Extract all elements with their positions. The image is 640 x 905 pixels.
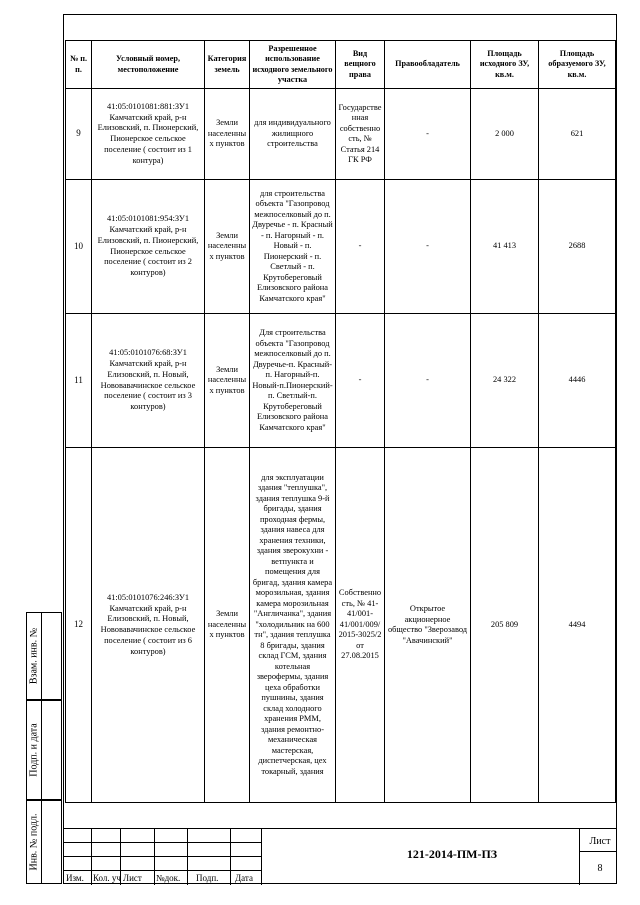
row-area-new: 2688 bbox=[539, 180, 616, 314]
header-area-new: Площадь образуемого ЗУ, кв.м. bbox=[539, 41, 616, 89]
table-row bbox=[66, 448, 616, 803]
stamp-podp-label: Подп. и дата bbox=[28, 723, 40, 777]
row-location: 41:05:0101076:246:ЗУ1 Камчатский край, р-н Елизовский, п. Новый, Нововавачинское сельское поселение ( состоит из 6 контуров) bbox=[92, 448, 205, 803]
row-num: 11 bbox=[66, 314, 92, 448]
row-area-source: 205 809 bbox=[471, 448, 539, 803]
sheet-number: 8 bbox=[597, 863, 603, 874]
stamp-inv-podl bbox=[26, 800, 62, 884]
row-owner: - bbox=[385, 180, 471, 314]
tb-col-podp: Подп. bbox=[196, 873, 219, 883]
header-location: Условный номер, местоположение bbox=[92, 41, 205, 89]
table-row bbox=[66, 314, 616, 448]
row-location: 41:05:0101076:68:ЗУ1 Камчатский край, р-н Елизовский, п. Новый, Нововавачинское сельское поселение ( состоит из 3 контуров) bbox=[92, 314, 205, 448]
header-area-source: Площадь исходного ЗУ, кв.м. bbox=[471, 41, 539, 89]
table-row bbox=[66, 89, 616, 180]
land-plots-table bbox=[65, 40, 616, 803]
row-category: Земли населенных пунктов bbox=[205, 314, 250, 448]
row-area-new: 621 bbox=[539, 89, 616, 180]
row-area-source: 2 000 bbox=[471, 89, 539, 180]
document-code: 121-2014-ПМ-ПЗ bbox=[406, 847, 498, 861]
header-right: Вид вещного права bbox=[336, 41, 385, 89]
row-location: 41:05:0101081:954:ЗУ1 Камчатский край, р-н Елизовский, п. Пионерский, Пионерское сельское поселение ( состоит из 2 контуров) bbox=[92, 180, 205, 314]
tb-col-izm: Изм. bbox=[66, 873, 84, 883]
header-num: № п. п. bbox=[66, 41, 92, 89]
table-row bbox=[66, 180, 616, 314]
row-category: Земли населенных пунктов bbox=[205, 448, 250, 803]
row-owner: - bbox=[385, 314, 471, 448]
row-use: для эксплуатации здания "теплушка", здания теплушка 9-й бригады, здания проходная фермы, здания навеса для хранения техники, здания зверокухни - ветпункта и помещения для бригад, здания камера морозильная, здания камера морозильная "Англичанка", здания "холодильник на 600 тн", здания теплушка 8 бригады, здания склад ГСМ, здания котельная зверофермы, здания цеха обработки пушнины, здания склад холодного хранения РММ, здания ремонтно-механическая мастерская, диспетчерская, цех токарный, здания bbox=[250, 448, 336, 803]
row-right: - bbox=[336, 314, 385, 448]
row-num: 10 bbox=[66, 180, 92, 314]
row-right: - bbox=[336, 180, 385, 314]
header-owner: Правообладатель bbox=[385, 41, 471, 89]
row-area-new: 4446 bbox=[539, 314, 616, 448]
row-category: Земли населенных пунктов bbox=[205, 180, 250, 314]
row-area-source: 24 322 bbox=[471, 314, 539, 448]
row-area-source: 41 413 bbox=[471, 180, 539, 314]
tb-col-koluch: Кол. уч bbox=[93, 873, 121, 883]
tb-col-data: Дата bbox=[235, 873, 253, 883]
row-area-new: 4494 bbox=[539, 448, 616, 803]
tb-col-list: Лист bbox=[123, 873, 142, 883]
row-right: Собственность, № 41-41/001-41/001/009/2015-3025/2 от 27.08.2015 bbox=[336, 448, 385, 803]
row-num: 9 bbox=[66, 89, 92, 180]
row-num: 12 bbox=[66, 448, 92, 803]
stamp-vzam-inv bbox=[26, 612, 62, 700]
row-category: Земли населенных пунктов bbox=[205, 89, 250, 180]
row-location: 41:05:0101081:881:ЗУ1 Камчатский край, р-н Елизовский, п. Пионерский, Пионерское сельское поселение ( состоит из 1 контура) bbox=[92, 89, 205, 180]
header-use: Разрешенное использование исходного земельного участка bbox=[250, 41, 336, 89]
stamp-inv-label: Инв. № подл. bbox=[28, 813, 40, 871]
row-owner: Открытое акционерное общество "Зверозавод "Авачинский" bbox=[385, 448, 471, 803]
row-right: Государственная собственность, № Статья 214 ГК РФ bbox=[336, 89, 385, 180]
stamp-podp-data bbox=[26, 700, 62, 800]
row-use: для индивидуального жилищного строительства bbox=[250, 89, 336, 180]
row-use: для строительства объекта "Газопровод межпоселковый до п. Двуречье - п. Красный - п. Нагорный - п. Новый - п. Пионерский - п. Светлый - п. Крутобереговый Елизовского района Камчатского края" bbox=[250, 180, 336, 314]
row-use: Для строительства объекта "Газопровод межпоселковый до п. Двуречье-п. Красный-п. Нагорный-п. Новый-п.Пионерский-п. Светлый-п. Крутобереговый Елизовского района Камчатского края" bbox=[250, 314, 336, 448]
table-header-row bbox=[66, 41, 616, 89]
tb-col-ndok: №док. bbox=[156, 873, 181, 883]
stamp-vzam-label: Взам. инв. № bbox=[28, 627, 40, 685]
title-block bbox=[63, 828, 617, 885]
row-owner: - bbox=[385, 89, 471, 180]
sheet-label: Лист bbox=[589, 836, 611, 847]
header-category: Категория земель bbox=[205, 41, 250, 89]
